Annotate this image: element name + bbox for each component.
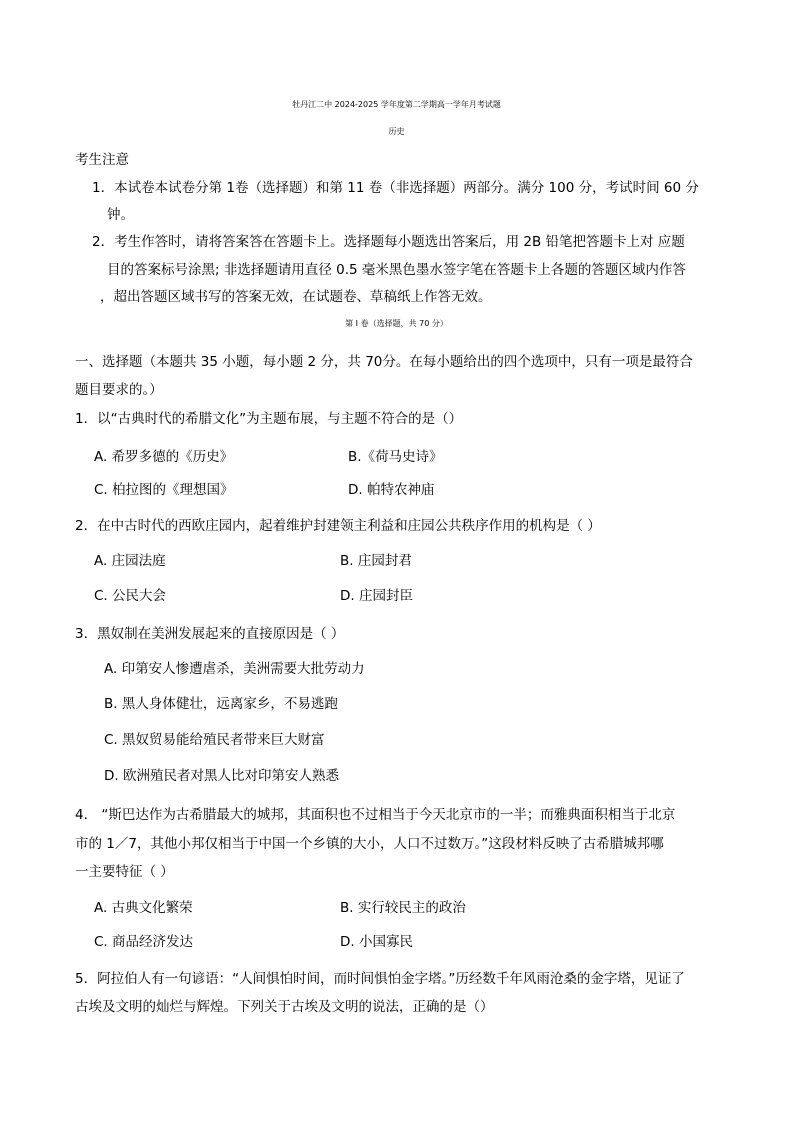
- question-4-option-c: C. 商品经济发达: [94, 934, 194, 950]
- question-2-option-d: D. 庄园封臣: [340, 588, 413, 604]
- question-3-option-b: B. 黑人身体健壮，远离家乡，不易逃跑: [104, 696, 338, 712]
- question-3-option-d: D. 欧洲殖民者对黑人比对印第安人熟悉: [104, 768, 339, 784]
- section-intro-line-2: 题目要求的。）: [75, 382, 163, 398]
- notice-item-2-line-2: 目的答案标号涂黑; 非选择题请用直径 0.5 毫米黑色墨水签字笔在答题卡上各题的答题区域内作答: [107, 262, 686, 278]
- notice-heading: 考生注意: [75, 152, 129, 168]
- question-4-stem-line-3: 一主要特征（ ）: [75, 864, 174, 880]
- question-4-option-a: A. 古典文化繁荣: [94, 900, 193, 916]
- question-5-stem-line-1: 5．阿拉伯人有一句谚语：“人间惧怕时间，而时间惧怕金字塔。”历经数千年风雨沧桑的金字塔，见证了: [75, 971, 685, 987]
- question-2-stem: 2．在中古时代的西欧庄园内，起着维护封建领主利益和庄园公共秩序作用的机构是（ ）: [75, 518, 601, 534]
- question-4-stem-line-1: 4． “斯巴达作为古希腊最大的城邦，其面积也不过相当于今天北京市的一半；而雅典面积相当于北京: [75, 807, 676, 823]
- question-5-stem-line-2: 古埃及文明的灿烂与辉煌。下列关于古埃及文明的说法，正确的是（）: [75, 999, 494, 1015]
- section-intro-line-1: 一、选择题（本题共 35 小题，每小题 2 分，共 70分。在每小题给出的四个选项中，只有一项是最符合: [75, 354, 693, 370]
- section-title: 第 I 卷（选择题，共 70 分）: [345, 319, 448, 328]
- notice-item-2-line-1: 2．考生作答时，请将答案答在答题卡上。选择题每小题选出答案后，用 2B 铅笔把答题卡上对 应题: [92, 234, 685, 250]
- exam-subject: 历史: [388, 127, 405, 136]
- question-2-option-a: A. 庄园法庭: [94, 553, 166, 569]
- notice-item-2-line-3: ，超出答题区域书写的答案无效，在试题卷、草稿纸上作答无效。: [100, 289, 492, 305]
- question-1-option-b: B.《荷马史诗》: [348, 449, 443, 465]
- question-1-option-c: C. 柏拉图的《理想国》: [94, 482, 234, 498]
- question-1-stem: 1．以“古典时代的希腊文化”为主题布展，与主题不符合的是（）: [75, 411, 463, 427]
- question-3-stem: 3．黑奴制在美洲发展起来的直接原因是（ ）: [75, 626, 345, 642]
- question-2-option-b: B. 庄园封君: [340, 553, 412, 569]
- notice-item-1-line-2: 钟。: [107, 207, 134, 223]
- notice-item-1-line-1: 1．本试卷本试卷分第 1卷（选择题）和第 11 卷（非选择题）两部分。满分 100 分，考试时间 60 分: [92, 180, 699, 196]
- question-4-stem-line-2: 市的 1／7，其他小邦仅相当于中国一个乡镇的大小，人口不过数万。”这段材料反映了古希腊城邦哪: [75, 836, 664, 852]
- question-1-option-a: A. 希罗多德的《历史》: [94, 449, 234, 465]
- question-3-option-a: A. 印第安人惨遭虐杀，美洲需要大批劳动力: [104, 661, 365, 677]
- question-4-option-d: D. 小国寡民: [340, 934, 413, 950]
- question-1-option-d: D. 帕特农神庙: [348, 482, 435, 498]
- question-2-option-c: C. 公民大会: [94, 588, 167, 604]
- question-4-option-b: B. 实行较民主的政治: [340, 900, 466, 916]
- question-3-option-c: C. 黑奴贸易能给殖民者带来巨大财富: [104, 732, 325, 748]
- exam-title: 牡丹江二中 2024-2025 学年度第二学期高一学年月考试题: [292, 100, 501, 109]
